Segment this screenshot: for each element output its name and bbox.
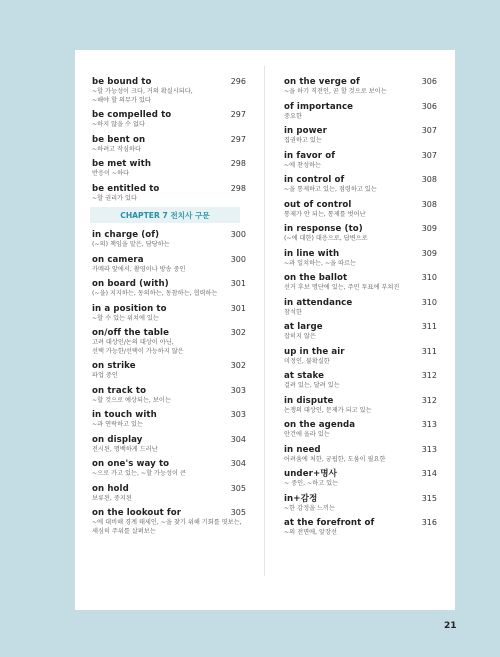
entry-page-number: 314 [421,469,437,478]
index-entry [92,158,246,179]
entry-meaning: 논쟁의 대상인, 문제가 되고 있는 [284,406,372,414]
entry-row [284,395,437,407]
entry-meaning: 어려움에 처한, 궁핍한, 도움이 필요한 [284,455,386,463]
index-entry [284,444,437,465]
column-divider [264,66,265,576]
entry-row [284,419,437,431]
entry-meaning: 참석한 [284,308,302,316]
entry-meaning: 보류된, 중지된 [92,494,132,502]
left-column [92,76,246,540]
entry-meaning: ~ 중인, ~하고 있는 [284,480,339,487]
entry-row [92,409,246,421]
entry-page-number: 305 [230,483,246,493]
entry-phrase: on the agenda [284,420,356,430]
entry-page-number: 300 [230,254,246,264]
entry-row [92,434,246,446]
entry-row [92,303,246,315]
entry-row [284,517,437,529]
chapter-heading: CHAPTER 7 전치사 구문 [90,207,240,223]
entry-phrase: be compelled to [92,110,172,120]
entry-row [284,248,437,260]
entry-phrase: on display [92,434,143,445]
entry-row [284,272,437,284]
entry-row [284,468,437,480]
entry-page-number: 304 [230,459,246,468]
entry-page-number: 311 [421,322,437,331]
entry-row [92,183,246,195]
index-entry [92,303,246,324]
entry-meaning: ~해야 할 의무가 있다 [92,96,151,104]
entry-meaning: 통제가 안 되는, 통제를 벗어난 [284,210,366,218]
entry-row [92,76,246,88]
index-entry [92,360,246,381]
entry-meaning: 미정인, 불확실한 [284,357,330,365]
entry-meaning: (~을) 지지하는, 동의하는, 동참하는, 협력하는 [92,290,218,297]
entry-meaning: ~에 찬성하는 [284,161,322,169]
entry-phrase: on board (with) [92,279,169,289]
entry-meaning: ~할 수 있는 위치에 있는 [92,314,159,322]
index-entry [284,493,437,514]
index-entry [92,483,246,504]
index-entry [284,468,437,489]
entry-phrase: on track to [92,385,147,396]
index-entry [284,223,437,244]
index-entry [92,134,246,155]
entry-row [92,360,246,372]
entry-phrase: be met with [92,159,152,169]
entry-row [284,76,437,88]
entry-row [284,346,437,358]
entry-meaning: ~할 권리가 있다 [92,194,137,202]
entry-page-number: 302 [230,328,246,337]
entry-page-number: 303 [230,385,246,395]
page-number: 21 [444,621,457,631]
entry-phrase: in control of [284,175,345,185]
index-entry [284,517,437,538]
entry-row [284,101,437,113]
entry-meaning: 카메라 앞에서, 촬영이나 방송 중인 [92,265,186,273]
index-entry [92,434,246,455]
entry-phrase: at stake [284,371,325,381]
entry-phrase: in attendance [284,297,353,308]
index-entry [284,370,437,391]
index-entry [284,76,437,97]
entry-phrase: in touch with [92,410,157,420]
entry-page-number: 309 [421,248,437,258]
entry-phrase: under+명사 [284,469,338,479]
entry-page-number: 298 [230,159,246,168]
entry-page-number: 305 [230,508,246,517]
entry-meaning: 선거 후보 명단에 있는, 주민 투표에 부쳐진 [284,284,400,291]
entry-meaning: 파업 중인 [92,372,118,379]
entry-phrase: at the forefront of [284,518,375,528]
entry-page-number: 296 [230,77,246,86]
entry-page-number: 306 [421,101,437,111]
index-entry [284,346,437,367]
entry-page-number: 306 [421,77,437,86]
entry-row [92,385,246,397]
index-entry [92,183,246,204]
entry-phrase: at large [284,322,323,332]
entry-page-number: 310 [421,273,437,282]
entry-phrase: on camera [92,254,144,265]
entry-row [92,109,246,121]
entry-phrase: in a position to [92,303,167,314]
entry-page-number: 301 [230,303,246,313]
entry-page-number: 310 [421,297,437,307]
index-entry [92,327,246,356]
entry-page-number: 313 [421,444,437,454]
entry-phrase: of importance [284,101,354,112]
entry-page-number: 307 [421,150,437,160]
index-entry [92,109,246,130]
entry-page-number: 311 [421,346,437,356]
entry-phrase: up in the air [284,346,345,357]
entry-meaning: ~을 통제하고 있는, 점령하고 있는 [284,186,377,193]
entry-phrase: on hold [92,483,129,494]
entry-meaning: (~에 대한) 대응으로, 답변으로 [284,235,368,242]
index-entry [92,458,246,479]
index-entry [92,507,246,536]
entry-page-number: 298 [230,183,246,193]
entry-row [92,458,246,470]
entry-row [284,370,437,382]
entry-meaning: ~할 가능성이 크다, 거의 확실시되다, [92,88,193,95]
entry-page-number: 313 [421,420,437,429]
entry-page-number: 304 [230,434,246,444]
entry-page-number: 302 [230,361,246,370]
entry-phrase: in response (to) [284,224,363,234]
entry-phrase: in power [284,126,327,136]
entry-row [92,158,246,170]
index-entry [284,297,437,318]
entry-phrase: on/off the table [92,328,170,338]
entry-phrase: in need [284,444,321,455]
entry-row [284,150,437,162]
entry-phrase: on one's way to [92,459,170,469]
entry-page-number: 316 [421,518,437,527]
entry-phrase: on the lookout for [92,508,182,518]
index-entry [92,409,246,430]
index-entry [284,272,437,293]
entry-meaning: ~에 대비해 경계 태세인, ~을 찾기 위해 기회를 엿보는, [92,519,242,526]
entry-row [92,254,246,266]
entry-meaning: ~을 하기 직전인, 곧 할 것으로 보이는 [284,88,387,95]
index-entry [284,150,437,171]
entry-meaning: 걸려 있는, 달려 있는 [284,382,340,389]
entry-phrase: in dispute [284,395,334,406]
entry-phrase: on strike [92,361,136,371]
entry-meaning: ~과 일치하는, ~을 따르는 [284,259,357,267]
entry-meaning: 중요한 [284,112,302,120]
entry-row [284,444,437,456]
entry-row [92,278,246,290]
entry-phrase: out of control [284,199,352,210]
index-entry [92,229,246,250]
entry-row [92,327,246,339]
entry-row [284,174,437,186]
entry-page-number: 308 [421,199,437,209]
entry-meaning: 고려 대상인/논의 대상이 아닌, [92,339,174,346]
entry-row [284,125,437,137]
entry-page-number: 300 [230,230,246,239]
entry-meaning: ~의 전면에, 앞장선 [284,529,337,536]
entry-meaning: 집권하고 있는 [284,137,322,144]
entry-phrase: in+감정 [284,493,318,504]
entry-phrase: in favor of [284,150,336,161]
entry-page-number: 315 [421,493,437,503]
entry-page-number: 303 [230,410,246,419]
entry-meaning: ~하려고 작심하다 [92,145,141,153]
entry-meaning: 안건에 올라 있는 [284,431,330,438]
entry-meaning: ~할 것으로 예상되는, 보이는 [92,396,171,404]
index-entry [92,254,246,275]
entry-phrase: in charge (of) [92,230,160,240]
entry-row [284,297,437,309]
entry-row [92,134,246,146]
entry-row [92,507,246,519]
entry-page-number: 308 [421,175,437,184]
entry-row [284,199,437,211]
index-entry [92,76,246,105]
index-entry [284,199,437,220]
entry-phrase: on the ballot [284,273,348,283]
entry-meaning: ~한 감정을 느끼는 [284,504,335,512]
entry-page-number: 307 [421,126,437,135]
entry-page-number: 297 [230,134,246,144]
entry-phrase: be entitled to [92,183,160,194]
index-entry [284,101,437,122]
entry-phrase: on the verge of [284,77,360,87]
index-entry [284,419,437,440]
index-entry [284,248,437,269]
index-entry [92,278,246,299]
entry-page-number: 312 [421,395,437,405]
entry-phrase: be bound to [92,77,152,87]
entry-meaning: 선택 가능한/선택이 가능하지 않은 [92,347,184,355]
index-entry [284,125,437,146]
entry-row [92,229,246,241]
entry-row [92,483,246,495]
entry-meaning: 세심히 주위를 살펴보는 [92,527,156,535]
index-entry [284,395,437,416]
entry-page-number: 309 [421,224,437,233]
index-entry [92,385,246,406]
entry-row [284,493,437,505]
entry-phrase: be bent on [92,134,146,145]
entry-page-number: 297 [230,110,246,119]
right-column [284,76,437,542]
entry-meaning: 반응이 ~하다 [92,170,130,177]
entry-meaning: ~으로 가고 있는, ~할 가능성이 큰 [92,470,186,477]
entry-phrase: in line with [284,248,340,259]
entry-meaning: ~과 연락하고 있는 [92,421,143,428]
entry-meaning: (~의) 책임을 맡은, 담당하는 [92,241,170,248]
entry-row [284,321,437,333]
entry-page-number: 312 [421,371,437,380]
entry-row [284,223,437,235]
index-entry [284,174,437,195]
entry-meaning: 잡히지 않은 [284,333,316,340]
entry-meaning: 전시된, 명백하게 드러난 [92,445,158,453]
entry-page-number: 301 [230,279,246,288]
entry-meaning: ~하지 않을 수 없다 [92,121,145,128]
index-entry [284,321,437,342]
